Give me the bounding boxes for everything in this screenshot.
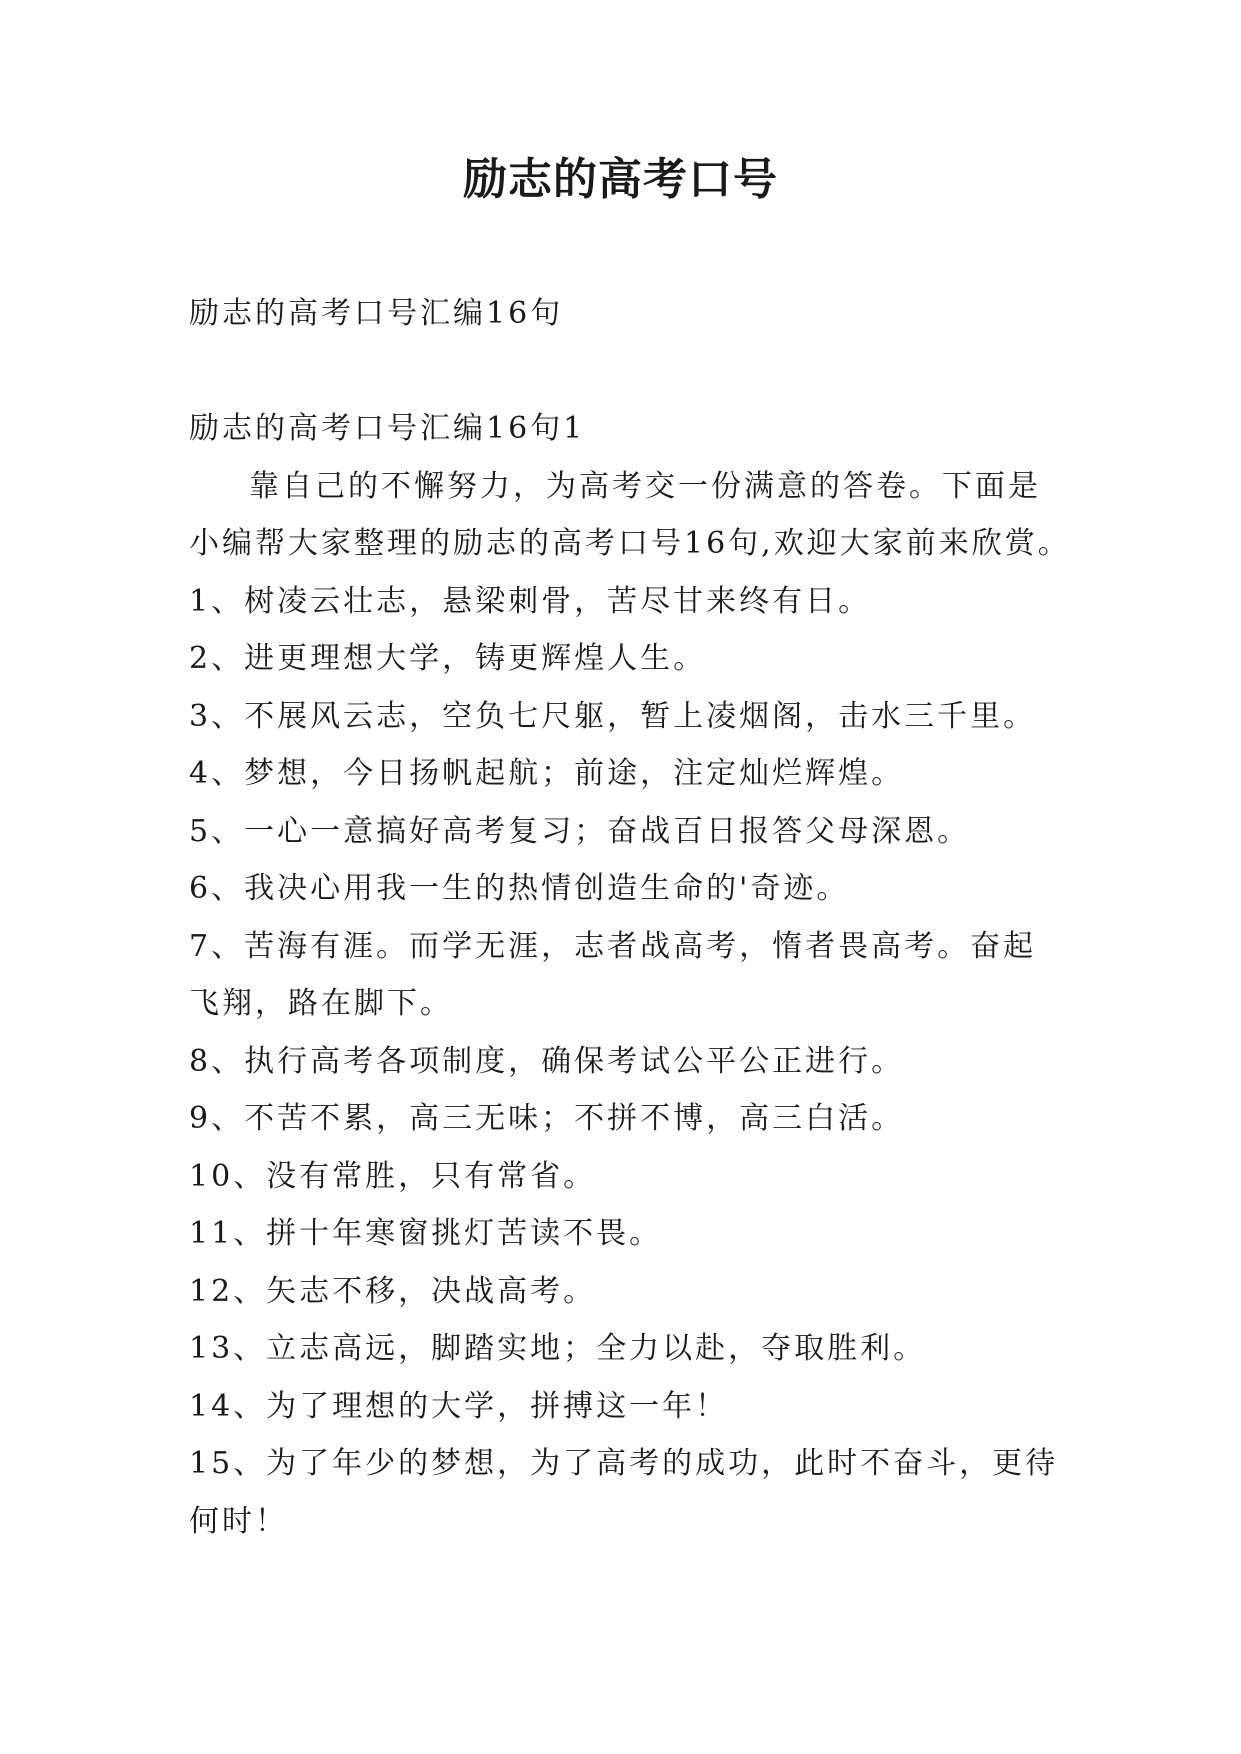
slogan-item: 9、不苦不累，高三无味；不拼不博，高三白活。 [189, 1101, 905, 1136]
slogan-item: 1、树凌云壮志，悬梁刺骨，苦尽甘来终有日。 [189, 583, 872, 619]
intro-line: 小编帮大家整理的励志的高考口号16句,欢迎大家前来欣赏。 [189, 526, 1071, 561]
slogan-item: 8、执行高考各项制度，确保考试公平公正进行。 [189, 1043, 905, 1079]
intro-line: 靠自己的不懈努力，为高考交一份满意的答卷。下面是 [249, 468, 1041, 504]
slogan-item: 3、不展风云志，空负七尺躯，暂上凌烟阁，击水三千里。 [189, 698, 1037, 734]
document-body [189, 285, 1069, 1550]
slogan-item: 11、拼十年寒窗挑灯苦读不畏。 [189, 1216, 663, 1251]
slogan-item: 6、我决心用我一生的热情创造生命的'奇迹。 [189, 871, 850, 906]
slogan-item-continued: 飞翔，路在脚下。 [189, 986, 453, 1021]
document-subtitle: 励志的高考口号汇编16句 [189, 296, 564, 331]
slogan-item: 2、进更理想大学，铸更辉煌人生。 [189, 641, 707, 676]
slogan-item: 7、苦海有涯。而学无涯，志者战高考，惰者畏高考。奋起 [189, 928, 1037, 964]
slogan-item: 13、立志高远，脚踏实地；全力以赴，夺取胜利。 [189, 1331, 927, 1366]
slogan-item: 4、梦想，今日扬帆起航；前途，注定灿烂辉煌。 [189, 756, 905, 791]
slogan-item: 10、没有常胜，只有常省。 [189, 1158, 597, 1194]
document-title: 励志的高考口号 [463, 154, 778, 205]
slogan-item: 12、矢志不移，决战高考。 [189, 1273, 597, 1309]
slogan-item: 15、为了年少的梦想，为了高考的成功，此时不奋斗，更待 [189, 1446, 1059, 1481]
section-heading: 励志的高考口号汇编16句1 [189, 411, 586, 446]
slogan-item-continued: 何时！ [189, 1503, 288, 1539]
slogan-item: 14、为了理想的大学，拼搏这一年！ [189, 1388, 729, 1424]
slogan-item: 5、一心一意搞好高考复习；奋战百日报答父母深恩。 [189, 813, 971, 849]
spacer [189, 343, 1069, 401]
